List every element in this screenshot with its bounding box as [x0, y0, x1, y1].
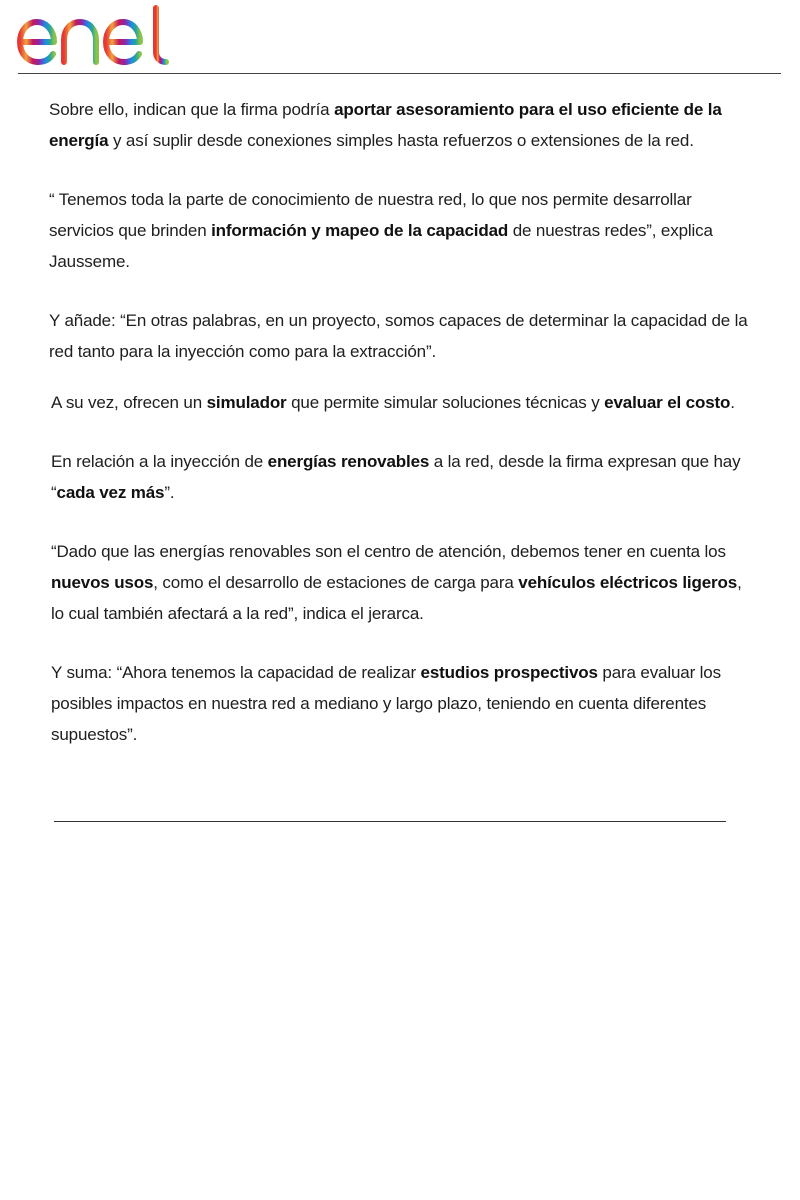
paragraph-text: a la red, desde la firma expresan que hay “ [51, 452, 741, 502]
paragraph-text: En relación a la inyección de [51, 452, 268, 471]
paragraph-text: Sobre ello, indican que la firma podría [49, 100, 335, 119]
header-divider [18, 73, 781, 74]
paragraph-text: ”. [164, 483, 175, 502]
paragraph-text: A su vez, ofrecen un [51, 393, 207, 412]
paragraph-text: . [730, 393, 735, 412]
paragraph [51, 536, 749, 629]
bold-text: aportar asesoramiento para el uso eficiente de la energía [49, 100, 722, 150]
paragraph-text: que permite simular soluciones técnicas y [286, 393, 605, 412]
paragraph-text: Y suma: “Ahora tenemos la capacidad de realizar [51, 663, 421, 682]
bold-text: nuevos usos [51, 573, 154, 592]
bold-text: cada vez más [56, 483, 165, 502]
paragraph-text: , lo cual también afectará a la red”, indica el jerarca. [51, 573, 742, 623]
enel-logo [16, 4, 182, 68]
bold-text: estudios prospectivos [420, 663, 598, 682]
paragraph-text: de nuestras redes”, explica Jausseme. [49, 221, 713, 271]
paragraph-text: , como el desarrollo de estaciones de carga para [153, 573, 519, 592]
paragraph-text: y así suplir desde conexiones simples hasta refuerzos o extensiones de la red. [108, 131, 694, 150]
paragraph-text: para evaluar los posibles impactos en nuestra red a mediano y largo plazo, teniendo en cuenta diferentes supuestos”. [51, 663, 721, 744]
article-end-divider [54, 821, 726, 822]
paragraph [49, 94, 749, 156]
bold-text: simulador [206, 393, 287, 412]
bold-text: vehículos eléctricos ligeros [518, 573, 738, 592]
paragraph [51, 657, 749, 750]
paragraph-text: Y añade: “En otras palabras, en un proyecto, somos capaces de determinar la capacidad de la red tanto para la inyección como para la extracción”. [49, 311, 748, 361]
article-body [49, 94, 749, 750]
paragraph-text: “Dado que las energías renovables son el centro de atención, debemos tener en cuenta los [51, 542, 726, 561]
page-header [0, 0, 800, 76]
paragraph [51, 387, 749, 418]
paragraph-text: “ Tenemos toda la parte de conocimiento de nuestra red, lo que nos permite desarrollar servicios que brinden [49, 190, 692, 240]
bold-text: energías renovables [267, 452, 430, 471]
paragraph [49, 184, 749, 277]
paragraph [49, 305, 749, 367]
paragraph [51, 446, 749, 508]
bold-text: información y mapeo de la capacidad [211, 221, 509, 240]
bold-text: evaluar el costo [604, 393, 731, 412]
